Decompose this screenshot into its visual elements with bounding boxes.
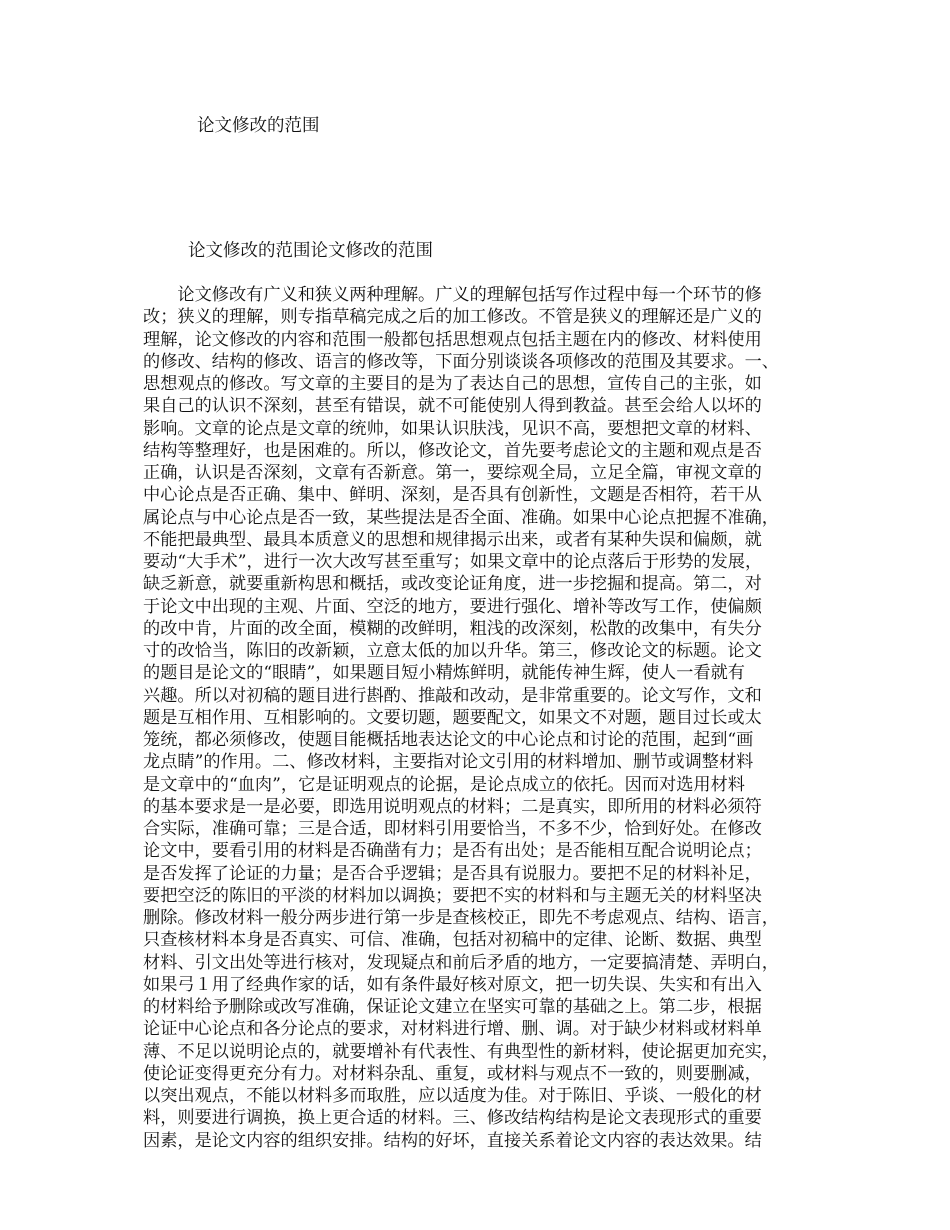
body-line: 料，则要进行调换，换上更合适的材料。三、修改结构结构是论文表现形式的重要 bbox=[143, 1108, 762, 1129]
body-line: 是文章中的“血肉”，它是证明观点的论据，是论点成立的依托。因而对选用材料 bbox=[143, 774, 745, 795]
body-line: 影响。文章的论点是文章的统帅，如果认识肤浅，见识不高，要想把文章的材料、 bbox=[143, 418, 762, 439]
body-line: 论证中心论点和各分论点的要求，对材料进行增、删、调。对于缺少材料或材料单 bbox=[143, 1019, 762, 1040]
body-line: 要动“大手术”，进行一次大改写甚至重写；如果文章中的论点落后于形势的发展， bbox=[143, 552, 763, 572]
body-paragraph bbox=[143, 284, 818, 1152]
body-line: 于论文中出现的主观、片面、空泛的地方，要进行强化、增补等改写工作，使偏颇 bbox=[143, 596, 762, 617]
body-line: 合实际，准确可靠；三是合适，即材料引用要恰当，不多不少，恰到好处。在修改 bbox=[143, 819, 762, 839]
body-line: 正确，认识是否深刻，文章有否新意。第一，要综观全局，立足全篇，审视文章的 bbox=[143, 463, 762, 483]
document-subtitle: 论文修改的范围论文修改的范围 bbox=[188, 241, 433, 261]
body-line: 改；狭义的理解，则专指草稿完成之后的加工修改。不管是狭义的理解还是广义的 bbox=[143, 307, 762, 328]
body-line: 笼统，都必须修改，使题目能概括地表达论文的中心论点和讨论的范围，起到“画 bbox=[143, 730, 754, 750]
body-line: 龙点睛”的作用。二、修改材料，主要指对论文引用的材料增加、删节或调整材料 bbox=[143, 752, 754, 773]
body-line: 材料、引文出处等进行核对，发现疑点和前后矛盾的地方，一定要搞清楚、弄明白， bbox=[143, 952, 779, 973]
body-line: 的材料给予删除或改写准确，保证论文建立在坚实可靠的基础之上。第二步，根据 bbox=[143, 997, 762, 1017]
body-line: 寸的改恰当，陈旧的改新颖，立意太低的加以升华。第三，修改论文的标题。论文 bbox=[143, 641, 762, 661]
body-line: 思想观点的修改。写文章的主要目的是为了表达自己的思想，宣传自己的主张，如 bbox=[143, 374, 762, 394]
body-line: 的题目是论文的“眼睛”，如果题目短小精炼鲜明，就能传神生辉，使人一看就有 bbox=[143, 663, 745, 684]
body-line: 的基本要求是一是必要，即选用说明观点的材料；二是真实，即所用的材料必须符 bbox=[143, 796, 762, 817]
document-title: 论文修改的范围 bbox=[197, 116, 320, 136]
body-line: 果自己的认识不深刻，甚至有错误，就不可能使别人得到教益。甚至会给人以坏的 bbox=[143, 396, 762, 417]
body-line: 题是互相作用、互相影响的。文要切题，题要配文，如果文不对题，题目过长或太 bbox=[143, 707, 762, 728]
body-line: 论文修改有广义和狭义两种理解。广义的理解包括写作过程中每一个环节的修 bbox=[143, 285, 762, 305]
body-line: 结构等整理好，也是困难的。所以，修改论文，首先要考虑论文的主题和观点是否 bbox=[143, 440, 762, 461]
body-line: 只查核材料本身是否真实、可信、准确，包括对初稿中的定律、论断、数据、典型 bbox=[143, 930, 762, 951]
body-line: 属论点与中心论点是否一致，某些提法是否全面、准确。如果中心论点把握不准确， bbox=[143, 507, 779, 528]
body-line: 缺乏新意，就要重新构思和概括，或改变论证角度，进一步挖掘和提高。第二，对 bbox=[143, 574, 762, 595]
body-line: 删除。修改材料一般分两步进行第一步是查核校正，即先不考虑观点、结构、语言， bbox=[143, 908, 779, 928]
body-line: 以突出观点，不能以材料多而取胜，应以适度为佳。对于陈旧、乎谈、一般化的材 bbox=[143, 1086, 762, 1106]
body-line: 如果弓１用了经典作家的话，如有条件最好核对原文，把一切失误、失实和有出入 bbox=[143, 974, 762, 995]
body-line: 是否发挥了论证的力量；是否合乎逻辑；是否具有说服力。要把不足的材料补足， bbox=[143, 863, 762, 884]
body-line: 理解，论文修改的内容和范围一般都包括思想观点包括主题在内的修改、材料使用 bbox=[143, 329, 762, 350]
body-line: 中心论点是否正确、集中、鲜明、深刻，是否具有创新性，文题是否相符，若干从 bbox=[143, 485, 762, 506]
body-line: 因素，是论文内容的组织安排。结构的好坏，直接关系着论文内容的表达效果。结 bbox=[143, 1130, 762, 1151]
body-line: 不能把最典型、最具本质意义的思想和规律揭示出来，或者有某种失误和偏颇，就 bbox=[143, 529, 762, 550]
body-line: 论文中，要看引用的材料是否确凿有力；是否有出处；是否能相互配合说明论点； bbox=[143, 841, 762, 862]
body-line: 使论证变得更充分有力。对材料杂乱、重复，或材料与观点不一致的，则要删减， bbox=[143, 1063, 762, 1084]
body-line: 薄、不足以说明论点的，就要增补有代表性、有典型性的新材料，使论据更加充实， bbox=[143, 1041, 779, 1062]
body-line: 的改中肯，片面的改全面，模糊的改鲜明，粗浅的改深刻，松散的改集中，有失分 bbox=[143, 618, 762, 639]
body-line: 要把空泛的陈旧的平淡的材料加以调换；要把不实的材料和与主题无关的材料坚决 bbox=[143, 885, 762, 906]
body-line: 兴趣。所以对初稿的题目进行斟酌、推敲和改动，是非常重要的。论文写作，文和 bbox=[143, 685, 762, 706]
body-line: 的修改、结构的修改、语言的修改等，下面分别谈谈各项修改的范围及其要求。一、 bbox=[143, 351, 779, 372]
